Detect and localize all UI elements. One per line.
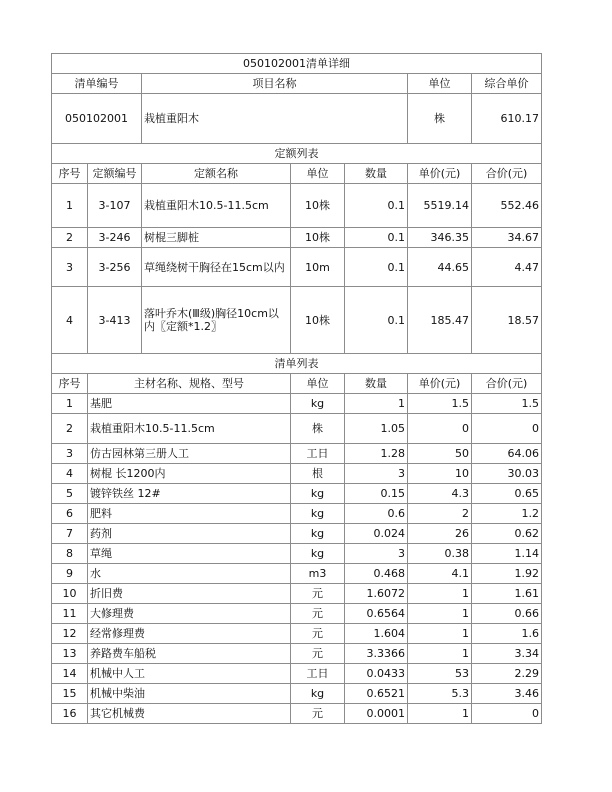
material-unit: m3	[291, 564, 345, 584]
quota-price-header: 单价(元)	[408, 164, 472, 184]
material-seq: 16	[52, 704, 88, 724]
materials-section-title: 清单列表	[52, 354, 542, 374]
material-seq: 13	[52, 644, 88, 664]
material-qty: 1.6072	[345, 584, 408, 604]
material-qty: 0.0433	[345, 664, 408, 684]
material-name-header: 主材名称、规格、型号	[88, 374, 291, 394]
quota-header-row	[52, 164, 542, 184]
table-row	[52, 544, 542, 564]
material-seq: 6	[52, 504, 88, 524]
bill-unit: 株	[408, 94, 472, 144]
quota-name: 树棍三脚桩	[142, 228, 291, 248]
quota-total: 18.57	[472, 287, 542, 354]
material-price: 1	[408, 644, 472, 664]
material-unit: 根	[291, 464, 345, 484]
material-qty: 3	[345, 544, 408, 564]
material-name: 机械中柴油	[88, 684, 291, 704]
material-price: 4.1	[408, 564, 472, 584]
material-total: 1.14	[472, 544, 542, 564]
material-price: 26	[408, 524, 472, 544]
material-qty: 0.6564	[345, 604, 408, 624]
material-qty: 0.6	[345, 504, 408, 524]
material-seq: 11	[52, 604, 88, 624]
table-row	[52, 248, 542, 287]
material-price: 50	[408, 444, 472, 464]
quota-code-header: 定额编号	[88, 164, 142, 184]
table-row	[52, 664, 542, 684]
bill-code: 050102001	[52, 94, 142, 144]
material-qty-header: 数量	[345, 374, 408, 394]
material-total: 2.29	[472, 664, 542, 684]
material-unit-header: 单位	[291, 374, 345, 394]
quota-price: 5519.14	[408, 184, 472, 228]
quota-unit: 10株	[291, 287, 345, 354]
material-seq: 4	[52, 464, 88, 484]
table-row	[52, 394, 542, 414]
material-total: 1.92	[472, 564, 542, 584]
material-qty: 0.024	[345, 524, 408, 544]
quota-price: 346.35	[408, 228, 472, 248]
material-seq: 9	[52, 564, 88, 584]
bill-detail-table	[51, 53, 542, 724]
quota-name-header: 定额名称	[142, 164, 291, 184]
material-name: 养路费车船税	[88, 644, 291, 664]
material-name: 水	[88, 564, 291, 584]
table-row	[52, 604, 542, 624]
material-unit: kg	[291, 544, 345, 564]
quota-total: 552.46	[472, 184, 542, 228]
quota-qty: 0.1	[345, 248, 408, 287]
quota-seq-header: 序号	[52, 164, 88, 184]
material-name: 其它机械费	[88, 704, 291, 724]
material-seq-header: 序号	[52, 374, 88, 394]
material-unit: 工日	[291, 444, 345, 464]
material-price: 1	[408, 604, 472, 624]
material-name: 草绳	[88, 544, 291, 564]
material-name: 经常修理费	[88, 624, 291, 644]
material-total: 64.06	[472, 444, 542, 464]
title-row	[52, 54, 542, 74]
material-name: 折旧费	[88, 584, 291, 604]
material-total-header: 合价(元)	[472, 374, 542, 394]
material-seq: 5	[52, 484, 88, 504]
material-unit: 元	[291, 584, 345, 604]
material-seq: 1	[52, 394, 88, 414]
material-total: 0.66	[472, 604, 542, 624]
material-name: 大修理费	[88, 604, 291, 624]
material-qty: 1	[345, 394, 408, 414]
table-row	[52, 624, 542, 644]
quota-code: 3-413	[88, 287, 142, 354]
material-price: 1.5	[408, 394, 472, 414]
material-total: 1.5	[472, 394, 542, 414]
materials-section-row	[52, 354, 542, 374]
table-row	[52, 414, 542, 444]
quota-seq: 4	[52, 287, 88, 354]
material-name: 机械中人工	[88, 664, 291, 684]
material-qty: 1.05	[345, 414, 408, 444]
table-row	[52, 484, 542, 504]
quota-unit-header: 单位	[291, 164, 345, 184]
quota-name: 草绳绕树干胸径在15cm以内	[142, 248, 291, 287]
table-row	[52, 504, 542, 524]
table-row	[52, 184, 542, 228]
material-unit: kg	[291, 484, 345, 504]
material-price: 53	[408, 664, 472, 684]
table-title: 050102001清单详细	[52, 54, 542, 74]
table-row	[52, 228, 542, 248]
quota-qty: 0.1	[345, 287, 408, 354]
material-total: 0	[472, 704, 542, 724]
material-price: 4.3	[408, 484, 472, 504]
bill-code-header: 清单编号	[52, 74, 142, 94]
quota-price: 185.47	[408, 287, 472, 354]
quota-unit: 10株	[291, 228, 345, 248]
table-row	[52, 704, 542, 724]
material-total: 1.61	[472, 584, 542, 604]
bill-row	[52, 94, 542, 144]
material-price: 2	[408, 504, 472, 524]
material-unit: 工日	[291, 664, 345, 684]
quota-total-header: 合价(元)	[472, 164, 542, 184]
material-seq: 3	[52, 444, 88, 464]
material-total: 1.2	[472, 504, 542, 524]
bill-header-row	[52, 74, 542, 94]
quota-qty: 0.1	[345, 228, 408, 248]
materials-header-row	[52, 374, 542, 394]
material-name: 药剂	[88, 524, 291, 544]
material-price: 0.38	[408, 544, 472, 564]
table-row	[52, 444, 542, 464]
bill-price-header: 综合单价	[472, 74, 542, 94]
material-qty: 1.28	[345, 444, 408, 464]
material-name: 栽植重阳木10.5-11.5cm	[88, 414, 291, 444]
table-row	[52, 684, 542, 704]
material-seq: 10	[52, 584, 88, 604]
material-qty: 0.6521	[345, 684, 408, 704]
bill-name-header: 项目名称	[142, 74, 408, 94]
quota-name: 栽植重阳木10.5-11.5cm	[142, 184, 291, 228]
material-seq: 12	[52, 624, 88, 644]
quota-seq: 2	[52, 228, 88, 248]
material-name: 镀锌铁丝 12#	[88, 484, 291, 504]
material-total: 0	[472, 414, 542, 444]
table-row	[52, 584, 542, 604]
table-row	[52, 464, 542, 484]
table-row	[52, 644, 542, 664]
material-total: 30.03	[472, 464, 542, 484]
material-name: 肥料	[88, 504, 291, 524]
quota-name: 落叶乔木(Ⅲ级)胸径10cm以内〖定额*1.2〗	[142, 287, 291, 354]
quota-price: 44.65	[408, 248, 472, 287]
material-total: 3.34	[472, 644, 542, 664]
material-unit: 元	[291, 644, 345, 664]
material-seq: 15	[52, 684, 88, 704]
material-total: 0.62	[472, 524, 542, 544]
quota-qty-header: 数量	[345, 164, 408, 184]
material-qty: 1.604	[345, 624, 408, 644]
material-qty: 3	[345, 464, 408, 484]
material-name: 基肥	[88, 394, 291, 414]
table-row	[52, 564, 542, 584]
material-qty: 0.468	[345, 564, 408, 584]
material-qty: 0.0001	[345, 704, 408, 724]
material-unit: 元	[291, 604, 345, 624]
quota-code: 3-256	[88, 248, 142, 287]
material-price: 1	[408, 584, 472, 604]
table-row	[52, 287, 542, 354]
material-unit: 元	[291, 624, 345, 644]
quota-seq: 3	[52, 248, 88, 287]
quota-code: 3-107	[88, 184, 142, 228]
material-unit: kg	[291, 684, 345, 704]
material-price: 1	[408, 624, 472, 644]
quota-unit: 10株	[291, 184, 345, 228]
quota-seq: 1	[52, 184, 88, 228]
material-price: 1	[408, 704, 472, 724]
material-total: 3.46	[472, 684, 542, 704]
quota-code: 3-246	[88, 228, 142, 248]
material-price: 0	[408, 414, 472, 444]
material-qty: 0.15	[345, 484, 408, 504]
table-row	[52, 524, 542, 544]
material-name: 仿古园林第三册人工	[88, 444, 291, 464]
material-total: 1.6	[472, 624, 542, 644]
material-price: 5.3	[408, 684, 472, 704]
quota-section-title: 定额列表	[52, 144, 542, 164]
material-qty: 3.3366	[345, 644, 408, 664]
bill-name: 栽植重阳木	[142, 94, 408, 144]
material-price-header: 单价(元)	[408, 374, 472, 394]
bill-unit-price: 610.17	[472, 94, 542, 144]
material-unit: kg	[291, 394, 345, 414]
material-name: 树棍 长1200内	[88, 464, 291, 484]
bill-unit-header: 单位	[408, 74, 472, 94]
material-unit: 元	[291, 704, 345, 724]
material-price: 10	[408, 464, 472, 484]
material-unit: 株	[291, 414, 345, 444]
quota-qty: 0.1	[345, 184, 408, 228]
material-unit: kg	[291, 504, 345, 524]
material-seq: 2	[52, 414, 88, 444]
material-seq: 14	[52, 664, 88, 684]
quota-section-row	[52, 144, 542, 164]
quota-total: 4.47	[472, 248, 542, 287]
material-total: 0.65	[472, 484, 542, 504]
material-unit: kg	[291, 524, 345, 544]
quota-total: 34.67	[472, 228, 542, 248]
material-seq: 8	[52, 544, 88, 564]
quota-unit: 10m	[291, 248, 345, 287]
material-seq: 7	[52, 524, 88, 544]
